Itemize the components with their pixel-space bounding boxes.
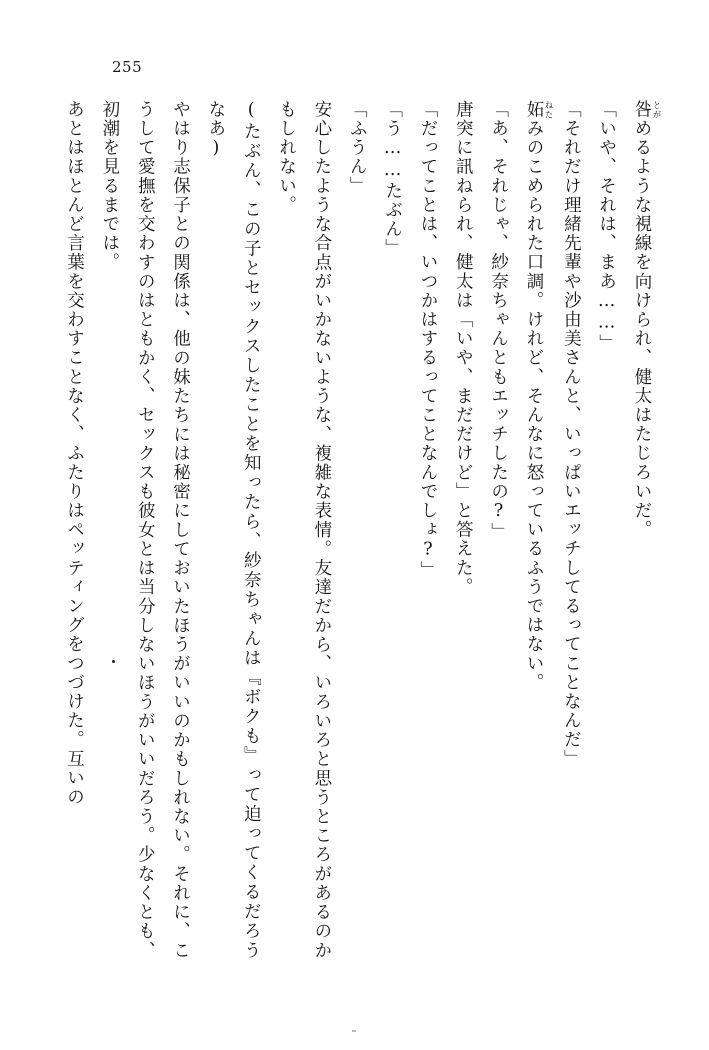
paragraph: 「ふうん」	[347, 100, 368, 196]
paragraph: 咎 とがめるような視線を向けられ、健太はたじろいだ。	[632, 100, 661, 540]
paragraph: 安心したような合点がいかないような、複雑な表情。友達だから、いろいろと思うところがあるのかもしれない。	[276, 100, 332, 960]
paragraph: やはり志保子との関係は、他の妹たちには秘密にしておいたほうがいいのかもしれない。それに、こうして愛撫を交わすのはともかく、セックスも彼女とは当分しないほうがいいだろう。少なくとも、初潮を見るまでは。	[99, 100, 191, 960]
page-number: 255	[112, 58, 143, 76]
ruby-toga: 咎 とが	[632, 100, 661, 120]
paragraph: 唐突に訊ねられ、健太は「いや、まだだけど」と答えた。	[453, 100, 474, 597]
ruby-neta: 妬 ねた	[523, 100, 553, 120]
margin-dot-mark	[112, 660, 115, 663]
paragraph: 「いや、それは、まあ……」	[596, 100, 617, 354]
paragraph: あとはほとんど言葉を交わすことなく、ふたりはペッティングをつづけた。互いの	[64, 100, 85, 807]
page-body-text	[64, 100, 661, 960]
paragraph: 「あ、それじゃ、紗奈ちゃんともエッチしたの?」	[488, 100, 509, 542]
bottom-trim-mark	[352, 1030, 356, 1032]
paragraph: 「それだけ理緒先輩や沙由美さんと、いっぱいエッチしてるってことなんだ」	[561, 100, 582, 769]
paragraph: 「う……たぶん」	[382, 100, 403, 258]
paragraph: (たぶん、この子とセックスしたことを知ったら、紗奈ちゃんは『ボクも』って迫ってくるだろうなあ)	[205, 100, 262, 960]
paragraph: 「だってことは、いつかはするってことなんでしょ?」	[417, 100, 438, 580]
paragraph: 妬 ねたみのこめられた口調。けれど、そんなに怒っているふうではない。	[523, 100, 553, 693]
